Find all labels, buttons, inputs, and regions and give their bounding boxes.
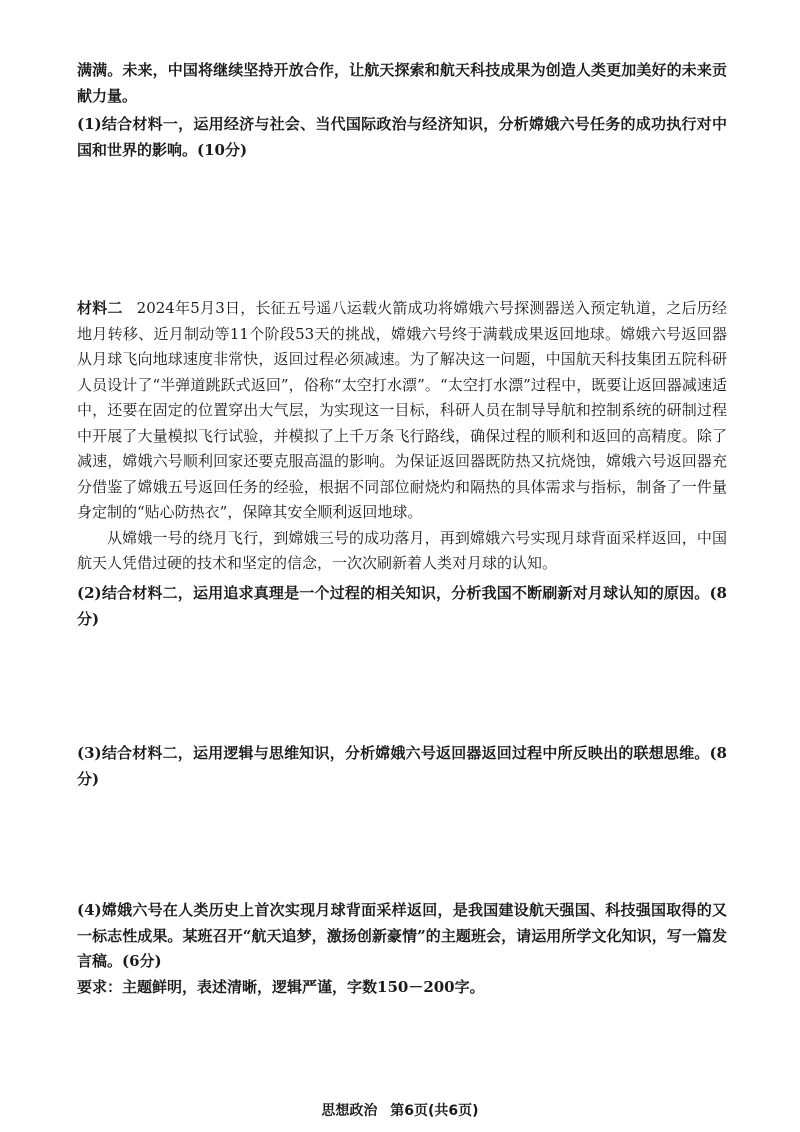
material2-paragraph-1: [77, 296, 727, 526]
material1-ending: 满满。未来，中国将继续坚持开放合作，让航天探索和航天科技成果为创造人类更加美好的未来贡献力量。: [77, 61, 727, 105]
question-2: (2)结合材料二，运用追求真理是一个过程的相关知识，分析我国不断刷新对月球认知的原因。(8分): [77, 584, 727, 628]
page-footer: [0, 1100, 800, 1120]
question-4-text: (4)嫦娥六号在人类历史上首次实现月球背面采样返回，是我国建设航天强国、科技强国取得的又一标志性成果。某班召开“航天追梦，激扬创新豪情”的主题班会，请运用所学文化知识，写一篇发言稿。(6分): [77, 901, 727, 970]
material-2: [77, 296, 727, 577]
question-4: [77, 898, 727, 1000]
material2-paragraph-2: 从嫦娥一号的绕月飞行，到嫦娥三号的成功落月，再到嫦娥六号实现月球背面采样返回，中国航天人凭借过硬的技术和坚定的信念，一次次刷新着人类对月球的认知。: [77, 528, 727, 572]
material2-label: 材料二: [77, 299, 123, 317]
footer-page-number: 第6页(共6页): [390, 1103, 479, 1119]
footer-subject: 思想政治: [321, 1103, 378, 1119]
material2-text-1: 2024年5月3日，长征五号遥八运载火箭成功将嫦娥六号探测器送入预定轨道，之后历经地月转移、近月制动等11个阶段53天的挑战，嫦娥六号终于满载成果返回地球。嫦娥六号返回器从月球飞向地球速度非常快，返回过程必须减速。为了解决这一问题，中国航天科技集团五院科研人员设计了“半弹道跳跃式返回”，俗称“太空打水漂”。“太空打水漂”过程中，既要让返回器减速适中，还要在固定的位置穿出大气层，为实现这一目标，科研人员在制导导航和控制系统的研制过程中开展了大量模拟飞行试验，并模拟了上千万条飞行路线，确保过程的顺利和返回的高精度。除了减速，嫦娥六号顺利回家还要克服高温的影响。为保证返回器既防热又抗烧蚀，嫦娥六号返回器充分借鉴了嫦娥五号返回任务的经验，根据不同部位耐烧灼和隔热的具体需求与指标，制备了一件量身定制的“贴心防热衣”，保障其安全顺利返回地球。: [77, 299, 727, 521]
question-3: (3)结合材料二，运用逻辑与思维知识，分析嫦娥六号返回器返回过程中所反映出的联想思维。(8分): [77, 744, 727, 788]
question-4-requirement: 要求：主题鲜明，表述清晰，逻辑严谨，字数150－200字。: [77, 977, 485, 996]
question-1: (1)结合材料一，运用经济与社会、当代国际政治与经济知识，分析嫦娥六号任务的成功执行对中国和世界的影响。(10分): [77, 115, 727, 159]
